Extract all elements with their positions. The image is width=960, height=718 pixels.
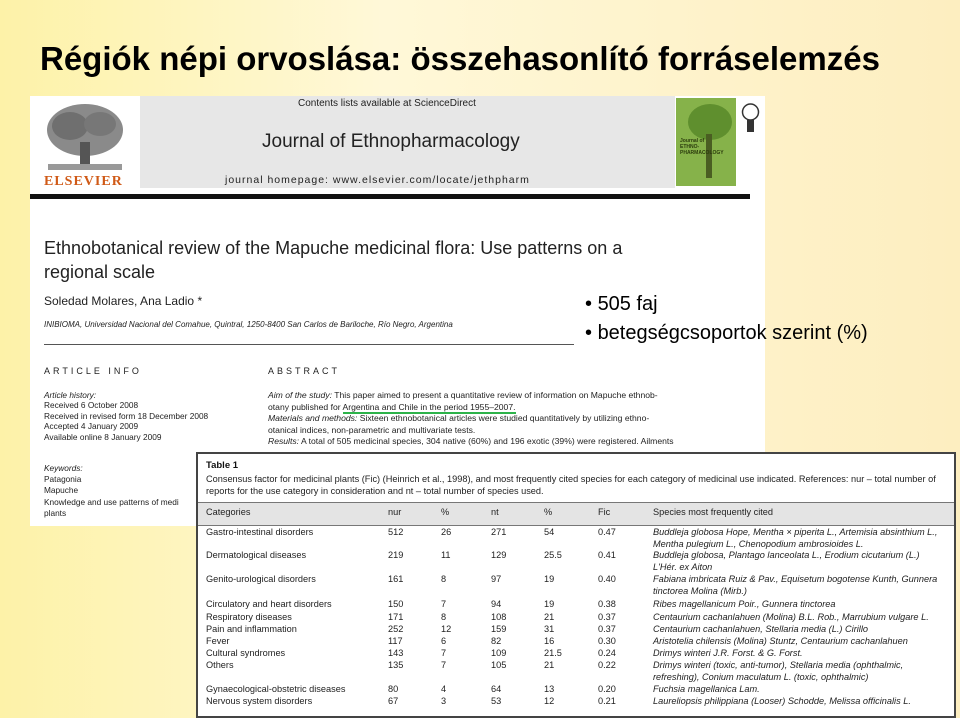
journal-cover-image [676,98,736,186]
table-cell: 0.30 [598,636,616,646]
table-cell: 7 [441,660,447,670]
aim-text: This paper aimed to present a quantitative review of information on Mapuche ethnob- [334,390,658,400]
table-cell: 16 [544,636,555,646]
table-cell: 0.41 [598,550,616,560]
table-cell: 19 [544,599,555,609]
table-cell: Others [206,660,234,670]
table-species-cell: Centaurium cachanlahuen, Stellaria media (L.) Cirillo [653,624,868,634]
table-cell: 143 [388,648,404,658]
table-cell: 7 [441,648,447,658]
highlighted-period: Argentina and Chile in the period 1955–2007. [342,401,516,412]
journal-name: Journal of Ethnopharmacology [262,131,520,152]
table-cell: 19 [544,574,555,584]
bullet-list [585,290,868,348]
methods-label: Materials and methods: [268,413,358,424]
history-item: Received 6 October 2008 [44,400,139,411]
table-species-cell: Buddleja globosa, Plantago lanceolata L., Erodium cicutarium (L.) L'Hér. ex Aiton [653,550,920,572]
table-cell: Gynaecological-obstetric diseases [206,684,346,694]
article-title-line1: Ethnobotanical review of the Mapuche medicinal flora: Use patterns on a [44,238,623,258]
table-cell: 105 [491,660,507,670]
results-text: A total of 505 medicinal species, 304 native (60%) and 196 exotic (39%) were registered. Ailments [300,436,674,447]
history-label: Article history: [44,390,97,400]
methods-text-cont: otanical indices, non-parametric and multivariate tests. [268,424,476,435]
table-cell: 31 [544,624,555,634]
keywords [44,463,179,519]
table-cell: 0.20 [598,684,616,694]
table-cell: Cultural syndromes [206,648,286,658]
table-header-cell: Categories [206,507,251,517]
contents-line: Contents lists available at ScienceDirect [298,98,476,109]
table-cell: 80 [388,684,399,694]
table-cell: 8 [441,574,447,584]
table-cell: 25.5 [544,550,562,560]
table-cell: Gastro-intestinal disorders [206,527,314,537]
abstract-text [268,390,758,448]
article-history [44,390,208,442]
table-cell: Genito-urological disorders [206,574,316,584]
table-species-cell: Centaurium cachanlahuen (Molina) B.L. Rob., Marrubium vulgare L. [653,612,929,622]
table-cell: 150 [388,599,404,609]
table-species-cell: Ribes magellanicum Poir., Gunnera tinctorea [653,599,836,609]
table-species-cell: Drimys winteri J.R. Forst. & G. Forst. [653,648,803,658]
table-cell: Fever [206,636,230,646]
table-header-cell: % [441,507,450,517]
table-species-cell: Buddleja globosa Hope, Mentha × piperita L., Artemisia absinthium L., Mentha pulegium L., Chenopodium ambrosioides L. [653,527,938,549]
table-cell: 7 [441,599,447,609]
table-cell: 0.47 [598,527,616,537]
divider [44,344,574,345]
table-species-cell: Drimys winteri (toxic, anti-tumor), Stellaria media (ophthalmic, refreshing), Conium maculatum L. (toxic, ophthalmic) [653,660,904,682]
article-title-line2: regional scale [44,262,156,282]
table-cell: 3 [441,696,447,706]
header-rule [30,194,750,199]
table-cell: Respiratory diseases [206,612,292,622]
table-cell: 0.24 [598,648,616,658]
table-cell: 53 [491,696,502,706]
table-cell: 21.5 [544,648,562,658]
table-cell: 219 [388,550,404,560]
table-cell: 21 [544,660,555,670]
table-cell: 82 [491,636,502,646]
keyword-item: plants [44,507,67,518]
table-header-cell: nur [388,507,402,517]
society-emblem-icon [736,98,765,138]
table-1-overlay [196,452,956,718]
aim-label: Aim of the study: [268,390,333,400]
bullet-text: 505 faj [597,293,658,315]
aim-text-cont: otany published for [268,401,343,412]
keyword-item: Patagonia [44,474,82,485]
publisher-logo-text: ELSEVIER [44,174,123,189]
table-header-cell: Fic [598,507,611,517]
article-info-heading: ARTICLE INFO [44,366,142,376]
results-label: Results: [268,436,300,447]
table-cell: 117 [388,636,403,646]
abstract-heading: ABSTRACT [268,366,341,376]
table-cell: 6 [441,636,447,646]
table-header-row [198,502,954,526]
table-cell: 12 [441,624,452,634]
table-species-cell: Aristotelia chilensis (Molina) Stuntz, Centaurium cachanlahuen [653,636,908,646]
keyword-item: Mapuche [44,485,79,496]
article-authors: Soledad Molares, Ana Ladio * [44,294,203,308]
table-cell: 12 [544,696,555,706]
table-cell: 4 [441,684,447,694]
table-cell: 26 [441,527,452,537]
history-item: Available online 8 January 2009 [44,431,162,442]
history-item: Accepted 4 January 2009 [44,421,139,432]
table-cell: 0.40 [598,574,616,584]
table-cell: 512 [388,527,404,537]
table-cell: 108 [491,612,507,622]
table-species-cell: Fabiana imbricata Ruiz & Pav., Equisetum bogotense Kunth, Gunnera tinctorea Molina (Mirb.) [653,574,938,596]
table-header-cell: % [544,507,553,517]
table-cell: 0.37 [598,624,616,634]
table-cell: 8 [441,612,447,622]
table-cell: 0.21 [598,696,616,706]
table-cell: 54 [544,527,555,537]
table-cell: 252 [388,624,404,634]
article-title [44,236,744,284]
bullet-text: betegségcsoportok szerint (%) [597,322,868,344]
table-cell: 109 [491,648,507,658]
history-item: Received in revised form 18 December 2008 [44,410,209,421]
table-cell: 159 [491,624,507,634]
keywords-label: Keywords: [44,463,83,473]
table-caption: Consensus factor for medicinal plants (Fic) (Heinrich et al., 1998), and most frequently cited species for each category of medicinal use indicated. References: nur – total number of reports for the use category in consideration and nt – total number of species used. [206,474,936,497]
table-species-cell: Laureliopsis philippiana (Looser) Schodde, Melissa officinalis L. [653,696,911,706]
table-cell: 0.37 [598,612,616,622]
table-cell: Dermatological diseases [206,550,307,560]
table-cell: Nervous system disorders [206,696,313,706]
journal-homepage: journal homepage: www.elsevier.com/locate/jethpharm [225,174,530,186]
article-affiliation: INIBIOMA, Universidad Nacional del Comahue, Quintral, 1250-8400 San Carlos de Bariloche, Río Negro, Argentina [44,320,453,329]
table-cell: 97 [491,574,502,584]
table-cell: 67 [388,696,399,706]
table-label: Table 1 [206,460,239,471]
table-cell: 11 [441,550,451,560]
table-cell: 21 [544,612,555,622]
table-cell: 64 [491,684,502,694]
bullet-item: • betegségcsoportok szerint (%) [585,322,868,344]
table-cell: 94 [491,599,502,609]
table-cell: 171 [388,612,404,622]
table-cell: 161 [388,574,404,584]
keyword-item: Knowledge and use patterns of medi [44,496,179,507]
table-cell: 0.22 [598,660,616,670]
table-cell: Pain and inflammation [206,624,297,634]
table-species-cell: Fuchsia magellanica Lam. [653,684,760,694]
bullet-item: • 505 faj [585,293,658,315]
table-cell: 129 [491,550,507,560]
table-cell: 271 [491,527,507,537]
table-header-cell: Species most frequently cited [653,507,774,517]
table-cell: 13 [544,684,555,694]
table-cell: 0.38 [598,599,616,609]
table-header-cell: nt [491,507,499,517]
slide-title: Régiók népi orvoslása: összehasonlító forráselemzés [40,40,880,77]
table-cell: 135 [388,660,404,670]
methods-text: Sixteen ethnobotanical articles were studied quantitatively by utilizing ethno- [359,413,650,424]
table-cell: Circulatory and heart disorders [206,599,332,609]
cover-title: Journal of ETHNO-PHARMACOLOGY [680,138,724,156]
